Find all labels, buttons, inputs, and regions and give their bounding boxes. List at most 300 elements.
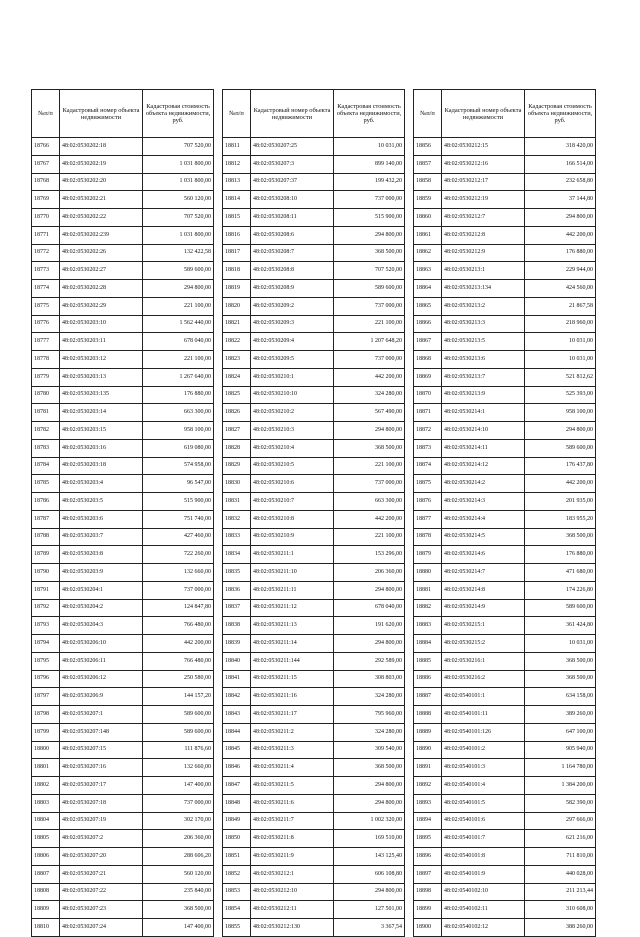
table-row	[414, 581, 596, 599]
cadastral-cost: 1 384 200,00	[525, 777, 596, 795]
table-row	[223, 741, 405, 759]
table-row	[223, 333, 405, 351]
cadastral-number: 48:02:0530216:1	[442, 652, 525, 670]
row-number: 18895	[414, 830, 442, 848]
cadastral-cost: 143 125,40	[334, 848, 405, 866]
table-row	[223, 848, 405, 866]
row-number: 18786	[32, 493, 60, 511]
cadastral-cost: 1 164 780,00	[525, 759, 596, 777]
row-number: 18812	[223, 155, 251, 173]
cadastral-number: 48:02:0530212:9	[442, 244, 525, 262]
cadastral-cost: 221 100,00	[334, 457, 405, 475]
cadastral-number: 48:02:0530203:10	[60, 315, 143, 333]
cadastral-cost: 621 216,00	[525, 830, 596, 848]
header-cadastral-cost: Кадастровая стоимость объекта недвижимости, руб.	[525, 90, 596, 138]
row-number: 18887	[414, 688, 442, 706]
table-row	[223, 439, 405, 457]
cadastral-number: 48:02:0530211:12	[251, 599, 334, 617]
header-num: №п/п	[32, 90, 60, 138]
table-row	[223, 315, 405, 333]
table-row	[32, 333, 214, 351]
table-row	[414, 191, 596, 209]
cadastral-number: 48:02:0540101:5	[442, 794, 525, 812]
row-number: 18839	[223, 635, 251, 653]
cadastral-number: 48:02:0530210:7	[251, 493, 334, 511]
cadastral-cost: 766 480,00	[143, 652, 214, 670]
row-number: 18792	[32, 599, 60, 617]
cadastral-number: 48:02:0530208:11	[251, 209, 334, 227]
cadastral-table-1	[31, 89, 214, 937]
row-number: 18811	[223, 138, 251, 156]
cadastral-number: 48:02:0530203:12	[60, 351, 143, 369]
cadastral-number: 48:02:0530208:9	[251, 280, 334, 298]
cadastral-number: 48:02:0530203:9	[60, 564, 143, 582]
table-row	[223, 706, 405, 724]
row-number: 18809	[32, 901, 60, 919]
cadastral-cost: 958 100,00	[525, 404, 596, 422]
cadastral-number: 48:02:0530211:9	[251, 848, 334, 866]
table-row	[414, 759, 596, 777]
cadastral-number: 48:02:0530211:17	[251, 706, 334, 724]
cadastral-number: 48:02:0530207:2	[60, 830, 143, 848]
cadastral-cost: 722 260,00	[143, 546, 214, 564]
cadastral-cost: 1 207 648,20	[334, 333, 405, 351]
table-row	[32, 688, 214, 706]
cadastral-cost: 1 031 800,00	[143, 155, 214, 173]
cadastral-cost: 302 170,00	[143, 812, 214, 830]
cadastral-cost: 132 660,00	[143, 759, 214, 777]
cadastral-cost: 737 000,00	[143, 581, 214, 599]
cadastral-number: 48:02:0530212:10	[251, 883, 334, 901]
row-number: 18873	[414, 439, 442, 457]
table-row	[414, 404, 596, 422]
row-number: 18848	[223, 794, 251, 812]
cadastral-number: 48:02:0530202:22	[60, 209, 143, 227]
row-number: 18772	[32, 244, 60, 262]
table-row	[223, 812, 405, 830]
row-number: 18868	[414, 351, 442, 369]
table-row	[223, 297, 405, 315]
table-row	[414, 652, 596, 670]
table-row	[32, 670, 214, 688]
cadastral-cost: 1 031 800,00	[143, 173, 214, 191]
cadastral-number: 48:02:0530213:1	[442, 262, 525, 280]
row-number: 18860	[414, 209, 442, 227]
cadastral-number: 48:02:0530212:130	[251, 919, 334, 937]
cadastral-cost: 294 800,00	[525, 209, 596, 227]
table-row	[223, 919, 405, 937]
cadastral-cost: 221 100,00	[143, 351, 214, 369]
row-number: 18826	[223, 404, 251, 422]
cadastral-cost: 899 140,00	[334, 155, 405, 173]
row-number: 18830	[223, 475, 251, 493]
cadastral-cost: 560 120,00	[143, 191, 214, 209]
row-number: 18787	[32, 510, 60, 528]
row-number: 18795	[32, 652, 60, 670]
table-row	[223, 777, 405, 795]
cadastral-number: 48:02:0530207:20	[60, 848, 143, 866]
cadastral-number: 48:02:0530211:3	[251, 741, 334, 759]
cadastral-cost: 201 935,00	[525, 493, 596, 511]
table-row	[32, 564, 214, 582]
table-header	[414, 90, 596, 138]
row-number: 18836	[223, 581, 251, 599]
cadastral-cost: 308 803,00	[334, 670, 405, 688]
cadastral-number: 48:02:0530213:3	[442, 315, 525, 333]
cadastral-number: 48:02:0530214:10	[442, 422, 525, 440]
table-body	[223, 138, 405, 937]
table-row	[223, 759, 405, 777]
row-number: 18855	[223, 919, 251, 937]
header-num: №п/п	[414, 90, 442, 138]
cadastral-number: 48:02:0530213:2	[442, 297, 525, 315]
row-number: 18874	[414, 457, 442, 475]
cadastral-number: 48:02:0530207:37	[251, 173, 334, 191]
cadastral-cost: 132 422,58	[143, 244, 214, 262]
row-number: 18767	[32, 155, 60, 173]
row-number: 18840	[223, 652, 251, 670]
cadastral-number: 48:02:0530212:16	[442, 155, 525, 173]
cadastral-number: 48:02:0530214:1	[442, 404, 525, 422]
table-row	[414, 209, 596, 227]
cadastral-number: 48:02:0530207:22	[60, 883, 143, 901]
table-row	[414, 741, 596, 759]
table-row	[414, 830, 596, 848]
table-row	[223, 865, 405, 883]
table-row	[414, 670, 596, 688]
row-number: 18889	[414, 723, 442, 741]
cadastral-cost: 294 800,00	[334, 226, 405, 244]
row-number: 18801	[32, 759, 60, 777]
table-row	[32, 315, 214, 333]
cadastral-cost: 221 100,00	[334, 315, 405, 333]
cadastral-number: 48:02:0530213:134	[442, 280, 525, 298]
cadastral-cost: 324 280,00	[334, 723, 405, 741]
row-number: 18776	[32, 315, 60, 333]
row-number: 18819	[223, 280, 251, 298]
row-number: 18778	[32, 351, 60, 369]
cadastral-cost: 388 260,00	[525, 919, 596, 937]
row-number: 18878	[414, 528, 442, 546]
cadastral-cost: 206 360,00	[334, 564, 405, 582]
cadastral-cost: 634 158,00	[525, 688, 596, 706]
cadastral-number: 48:02:0530203:11	[60, 333, 143, 351]
cadastral-number: 48:02:0530203:18	[60, 457, 143, 475]
cadastral-number: 48:02:0530206:9	[60, 688, 143, 706]
cadastral-cost: 250 580,00	[143, 670, 214, 688]
table-row	[32, 706, 214, 724]
cadastral-number: 48:02:0530214:9	[442, 599, 525, 617]
cadastral-cost: 292 589,00	[334, 652, 405, 670]
row-number: 18768	[32, 173, 60, 191]
cadastral-cost: 176 880,00	[525, 244, 596, 262]
cadastral-number: 48:02:0540101:2	[442, 741, 525, 759]
cadastral-cost: 707 520,00	[334, 262, 405, 280]
row-number: 18861	[414, 226, 442, 244]
table-row	[223, 635, 405, 653]
cadastral-number: 48:02:0530207:21	[60, 865, 143, 883]
row-number: 18881	[414, 581, 442, 599]
table-row	[414, 155, 596, 173]
cadastral-cost: 606 108,80	[334, 865, 405, 883]
table-row	[32, 351, 214, 369]
table-row	[32, 723, 214, 741]
row-number: 18832	[223, 510, 251, 528]
table-row	[414, 599, 596, 617]
row-number: 18863	[414, 262, 442, 280]
cadastral-number: 48:02:0530203:8	[60, 546, 143, 564]
row-number: 18788	[32, 528, 60, 546]
row-number: 18892	[414, 777, 442, 795]
table-row	[414, 528, 596, 546]
row-number: 18800	[32, 741, 60, 759]
cadastral-number: 48:02:0530204:1	[60, 581, 143, 599]
row-number: 18894	[414, 812, 442, 830]
cadastral-number: 48:02:0530208:10	[251, 191, 334, 209]
row-number: 18828	[223, 439, 251, 457]
cadastral-cost: 127 501,00	[334, 901, 405, 919]
table-row	[414, 617, 596, 635]
table-row	[414, 635, 596, 653]
table-row	[32, 138, 214, 156]
row-number: 18871	[414, 404, 442, 422]
cadastral-number: 48:02:0530202:29	[60, 297, 143, 315]
cadastral-number: 48:02:0530213:9	[442, 386, 525, 404]
row-number: 18838	[223, 617, 251, 635]
cadastral-cost: 560 120,00	[143, 865, 214, 883]
cadastral-cost: 368 500,00	[334, 244, 405, 262]
row-number: 18781	[32, 404, 60, 422]
table-row	[414, 173, 596, 191]
row-number: 18806	[32, 848, 60, 866]
table-row	[223, 794, 405, 812]
cadastral-number: 48:02:0530211:144	[251, 652, 334, 670]
cadastral-number: 48:02:0530211:4	[251, 759, 334, 777]
row-number: 18880	[414, 564, 442, 582]
row-number: 18831	[223, 493, 251, 511]
row-number: 18858	[414, 173, 442, 191]
table-row	[32, 262, 214, 280]
table-row	[32, 919, 214, 937]
table-row	[32, 191, 214, 209]
cadastral-cost: 589 600,00	[525, 599, 596, 617]
cadastral-cost: 707 520,00	[143, 209, 214, 227]
cadastral-cost: 111 876,60	[143, 741, 214, 759]
row-number: 18865	[414, 297, 442, 315]
cadastral-cost: 191 620,00	[334, 617, 405, 635]
cadastral-number: 48:02:0530211:1	[251, 546, 334, 564]
cadastral-cost: 324 280,00	[334, 386, 405, 404]
row-number: 18845	[223, 741, 251, 759]
cadastral-number: 48:02:0540101:126	[442, 723, 525, 741]
cadastral-cost: 442 200,00	[334, 368, 405, 386]
cadastral-number: 48:02:0530214:12	[442, 457, 525, 475]
cadastral-cost: 211 213,44	[525, 883, 596, 901]
cadastral-number: 48:02:0530207:18	[60, 794, 143, 812]
cadastral-cost: 361 424,80	[525, 617, 596, 635]
table-row	[414, 422, 596, 440]
cadastral-cost: 678 040,00	[334, 599, 405, 617]
cadastral-number: 48:02:0530211:5	[251, 777, 334, 795]
cadastral-number: 48:02:0530211:8	[251, 830, 334, 848]
cadastral-number: 48:02:0530214:4	[442, 510, 525, 528]
cadastral-cost: 442 200,00	[525, 226, 596, 244]
row-number: 18883	[414, 617, 442, 635]
table-row	[32, 155, 214, 173]
row-number: 18891	[414, 759, 442, 777]
row-number: 18820	[223, 297, 251, 315]
cadastral-number: 48:02:0530210:1	[251, 368, 334, 386]
cadastral-number: 48:02:0530207:24	[60, 919, 143, 937]
cadastral-number: 48:02:0530203:7	[60, 528, 143, 546]
table-row	[32, 510, 214, 528]
table-row	[32, 830, 214, 848]
row-number: 18797	[32, 688, 60, 706]
table-row	[414, 244, 596, 262]
cadastral-number: 48:02:0530210:3	[251, 422, 334, 440]
row-number: 18802	[32, 777, 60, 795]
cadastral-cost: 294 800,00	[334, 794, 405, 812]
cadastral-cost: 574 958,00	[143, 457, 214, 475]
table-row	[32, 546, 214, 564]
cadastral-number: 48:02:0530215:2	[442, 635, 525, 653]
cadastral-cost: 183 955,20	[525, 510, 596, 528]
row-number: 18859	[414, 191, 442, 209]
row-number: 18766	[32, 138, 60, 156]
cadastral-cost: 218 960,00	[525, 315, 596, 333]
row-number: 18822	[223, 333, 251, 351]
cadastral-number: 48:02:0530202:27	[60, 262, 143, 280]
row-number: 18823	[223, 351, 251, 369]
cadastral-number: 48:02:0540101:8	[442, 848, 525, 866]
cadastral-number: 48:02:0530206:12	[60, 670, 143, 688]
table-row	[414, 439, 596, 457]
cadastral-number: 48:02:0530206:10	[60, 635, 143, 653]
row-number: 18842	[223, 688, 251, 706]
row-number: 18872	[414, 422, 442, 440]
table-row	[223, 226, 405, 244]
cadastral-cost: 294 800,00	[334, 422, 405, 440]
row-number: 18805	[32, 830, 60, 848]
cadastral-number: 48:02:0530211:14	[251, 635, 334, 653]
table-row	[414, 333, 596, 351]
row-number: 18789	[32, 546, 60, 564]
table-row	[32, 652, 214, 670]
cadastral-cost: 176 437,80	[525, 457, 596, 475]
table-row	[414, 475, 596, 493]
cadastral-cost: 795 960,00	[334, 706, 405, 724]
cadastral-cost: 294 800,00	[334, 777, 405, 795]
cadastral-number: 48:02:0530204:2	[60, 599, 143, 617]
cadastral-cost: 221 100,00	[334, 528, 405, 546]
cadastral-cost: 124 847,80	[143, 599, 214, 617]
cadastral-number: 48:02:0530212:11	[251, 901, 334, 919]
row-number: 18829	[223, 457, 251, 475]
cadastral-cost: 10 031,00	[525, 333, 596, 351]
table-row	[32, 209, 214, 227]
row-number: 18775	[32, 297, 60, 315]
row-number: 18851	[223, 848, 251, 866]
cadastral-number: 48:02:0530203:16	[60, 439, 143, 457]
cadastral-number: 48:02:0530211:13	[251, 617, 334, 635]
cadastral-number: 48:02:0530210:8	[251, 510, 334, 528]
row-number: 18793	[32, 617, 60, 635]
row-number: 18856	[414, 138, 442, 156]
row-number: 18867	[414, 333, 442, 351]
cadastral-number: 48:02:0530202:239	[60, 226, 143, 244]
table-row	[32, 386, 214, 404]
table-row	[223, 457, 405, 475]
row-number: 18808	[32, 883, 60, 901]
row-number: 18818	[223, 262, 251, 280]
table-row	[32, 457, 214, 475]
cadastral-cost: 737 000,00	[334, 297, 405, 315]
row-number: 18834	[223, 546, 251, 564]
cadastral-number: 48:02:0540101:7	[442, 830, 525, 848]
cadastral-cost: 424 560,00	[525, 280, 596, 298]
cadastral-cost: 297 666,00	[525, 812, 596, 830]
cadastral-cost: 368 500,00	[334, 439, 405, 457]
table-row	[223, 386, 405, 404]
cadastral-cost: 132 660,00	[143, 564, 214, 582]
row-number: 18879	[414, 546, 442, 564]
cadastral-cost: 905 940,00	[525, 741, 596, 759]
row-number: 18769	[32, 191, 60, 209]
cadastral-number: 48:02:0530202:28	[60, 280, 143, 298]
row-number: 18784	[32, 457, 60, 475]
table-row	[414, 262, 596, 280]
cadastral-number: 48:02:0530203:135	[60, 386, 143, 404]
cadastral-number: 48:02:0540101:9	[442, 865, 525, 883]
cadastral-cost: 309 540,00	[334, 741, 405, 759]
row-number: 18807	[32, 865, 60, 883]
table-row	[414, 688, 596, 706]
table-row	[223, 688, 405, 706]
cadastral-number: 48:02:0530202:26	[60, 244, 143, 262]
table-row	[32, 635, 214, 653]
cadastral-number: 48:02:0530207:148	[60, 723, 143, 741]
row-number: 18844	[223, 723, 251, 741]
cadastral-number: 48:02:0530203:6	[60, 510, 143, 528]
cadastral-cost: 232 658,80	[525, 173, 596, 191]
cadastral-cost: 174 226,80	[525, 581, 596, 599]
cadastral-number: 48:02:0530211:10	[251, 564, 334, 582]
cadastral-number: 48:02:0530215:1	[442, 617, 525, 635]
cadastral-number: 48:02:0530202:19	[60, 155, 143, 173]
cadastral-number: 48:02:0530207:1	[60, 706, 143, 724]
table-row	[223, 351, 405, 369]
table-row	[414, 564, 596, 582]
row-number: 18843	[223, 706, 251, 724]
row-number: 18888	[414, 706, 442, 724]
table-row	[414, 546, 596, 564]
cadastral-number: 48:02:0530203:13	[60, 368, 143, 386]
header-num: №п/п	[223, 90, 251, 138]
cadastral-number: 48:02:0530211:6	[251, 794, 334, 812]
table-row	[223, 262, 405, 280]
cadastral-cost: 3 367,54	[334, 919, 405, 937]
cadastral-cost: 389 260,00	[525, 706, 596, 724]
table-row	[223, 546, 405, 564]
table-row	[414, 919, 596, 937]
cadastral-cost: 96 547,00	[143, 475, 214, 493]
table-header	[223, 90, 405, 138]
cadastral-number: 48:02:0540102:11	[442, 901, 525, 919]
cadastral-cost: 1 002 320,00	[334, 812, 405, 830]
cadastral-cost: 647 100,00	[525, 723, 596, 741]
row-number: 18794	[32, 635, 60, 653]
cadastral-number: 48:02:0530209:2	[251, 297, 334, 315]
